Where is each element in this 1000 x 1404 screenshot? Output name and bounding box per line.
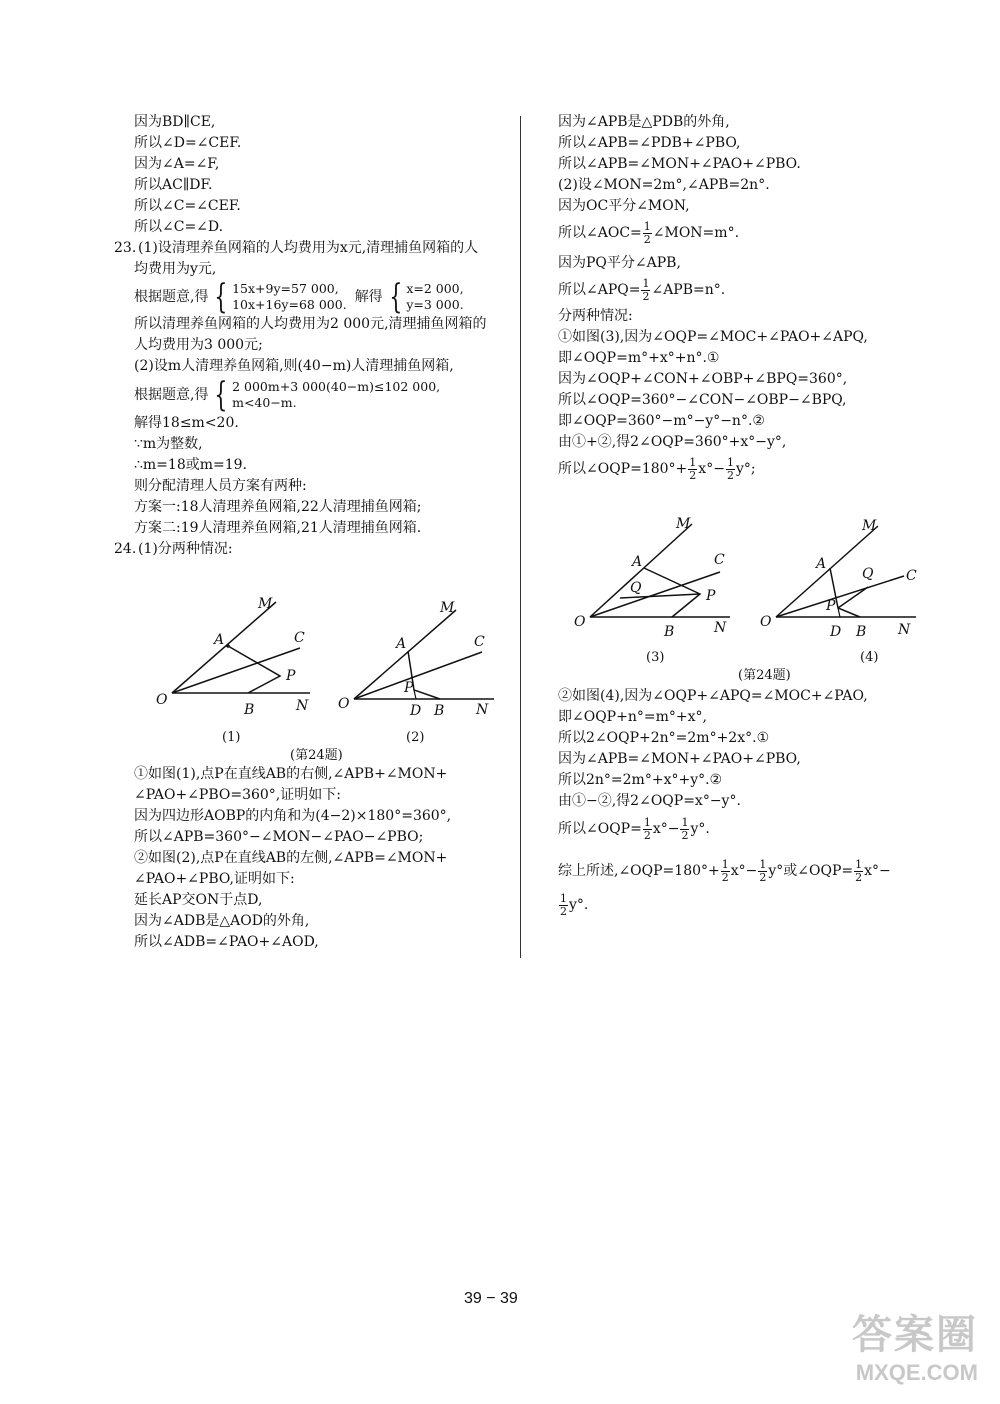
label-M: M — [440, 600, 455, 616]
label-B: B — [434, 703, 445, 719]
text-line: 所以∠C=∠CEF. — [134, 198, 241, 214]
label-Q: Q — [630, 580, 642, 596]
label-M: M — [862, 518, 877, 534]
equation-system: { x=2 000, y=3 000. — [389, 277, 464, 317]
text-line: 人均费用为3 000元; — [134, 337, 263, 353]
text-line: 因为∠A=∠F, — [134, 156, 220, 172]
figure-1 — [150, 590, 330, 720]
fraction: $\frac{1}{2}$ — [689, 455, 697, 482]
equation-system: { 15x+9y=57 000, 10x+16y=68 000. — [214, 277, 347, 317]
question-number: 23. — [114, 240, 137, 256]
fraction: $\frac{1}{2}$ — [759, 857, 767, 884]
label-A: A — [396, 636, 407, 652]
label-N: N — [714, 620, 727, 636]
label-M: M — [676, 516, 691, 532]
text-line: 所以∠APB=∠PDB+∠PBO, — [558, 135, 741, 151]
text-line: 均费用为y元, — [134, 261, 217, 277]
text-line: 解得18≤m<20. — [134, 415, 239, 431]
text-line: 所以∠C=∠D. — [134, 219, 224, 235]
text-line: 所以∠APB=360°−∠MON−∠PAO−∠PBO; — [134, 829, 424, 845]
text-line: 即∠OQP=m°+x°+n°.① — [558, 350, 720, 366]
column-divider — [520, 116, 521, 958]
left-column-continued — [114, 764, 514, 953]
label-C: C — [474, 634, 485, 650]
text-line: 方案二:19人清理养鱼网箱,21人清理捕鱼网箱. — [134, 520, 422, 536]
equation-system: { 2 000m+3 000(40−m)≤102 000, m<40−m. — [214, 375, 441, 415]
figure-caption: (3) — [646, 650, 665, 665]
equation-line: $\frac{1}{2}$ y°. — [560, 891, 589, 918]
label-P: P — [404, 680, 414, 696]
text-line: 因为∠OQP+∠CON+∠OBP+∠BPQ=360°, — [558, 371, 848, 387]
equation-line: 所以∠APQ= $\frac{1}{2}$ ∠APB=n°. — [558, 276, 726, 303]
fraction: $\frac{1}{2}$ — [721, 857, 729, 884]
text-line: 分两种情况: — [558, 308, 633, 324]
question-number: 24. — [114, 541, 137, 557]
equation-line: 所以∠OQP=180°+ $\frac{1}{2}$ x°− $\frac{1}{2}$ y°; — [558, 455, 756, 482]
watermark — [852, 1303, 978, 1386]
label-M: M — [258, 596, 273, 612]
text-line: 因为∠APB=∠MON+∠PAO+∠PBO, — [558, 751, 801, 767]
text-line: ①如图(3),因为∠OQP=∠MOC+∠PAO+∠APQ, — [558, 329, 868, 345]
label-O: O — [338, 696, 350, 712]
label-N: N — [476, 702, 489, 718]
figure-caption: (1) — [222, 730, 241, 745]
figure-title: (第24题) — [290, 748, 343, 763]
watermark-url: MXQE.COM — [855, 1360, 978, 1385]
text-line: 所以2n°=2m°+x°+y°.② — [558, 772, 723, 788]
figure-caption: (2) — [406, 730, 425, 745]
label-B: B — [244, 702, 255, 718]
text-line: ∴m=18或m=19. — [134, 457, 247, 473]
label-D: D — [830, 624, 842, 640]
label-A: A — [632, 554, 643, 570]
figure-4 — [756, 512, 926, 642]
label-O: O — [760, 614, 772, 630]
fraction: $\frac{1}{2}$ — [643, 815, 651, 842]
fraction: $\frac{1}{2}$ — [643, 219, 651, 246]
text-line: (2)设∠MON=2m°,∠APB=2n°. — [558, 177, 770, 193]
label-C: C — [294, 630, 305, 646]
label-O: O — [574, 614, 586, 630]
text-line: ∠PAO+∠PBO,证明如下: — [134, 871, 295, 887]
page-number: 39 − 39 — [464, 1290, 518, 1307]
right-column-continued — [558, 686, 978, 922]
fraction: $\frac{1}{2}$ — [642, 276, 650, 303]
label-N: N — [296, 698, 309, 714]
fraction: $\frac{1}{2}$ — [560, 891, 567, 918]
text-line: ∵m为整数, — [134, 436, 203, 452]
text-line: 延长AP交ON于点D, — [134, 892, 263, 908]
text-line: 由①+②,得2∠OQP=360°+x°−y°, — [558, 434, 787, 450]
label-C: C — [906, 568, 917, 584]
text-line: 所以清理养鱼网箱的人均费用为2 000元,清理捕鱼网箱的 — [134, 316, 487, 332]
label-A: A — [214, 632, 225, 648]
figure-title: (第24题) — [738, 668, 791, 683]
label-B: B — [664, 624, 675, 640]
equation-line: 所以∠AOC= $\frac{1}{2}$ ∠MON=m°. — [558, 219, 740, 246]
text-line: 所以∠ADB=∠PAO+∠AOD, — [134, 934, 319, 950]
equation-line: 综上所述,∠OQP=180°+ $\frac{1}{2}$ x°− $\frac{1}{2}$ y°或∠OQP= $\frac{1}{2}$ x°− — [558, 857, 891, 884]
label-C: C — [714, 552, 725, 568]
fraction: $\frac{1}{2}$ — [855, 857, 863, 884]
figure-caption: (4) — [860, 650, 879, 665]
text-line: 因为∠APB是△PDB的外角, — [558, 114, 730, 130]
text-line: 即∠OQP+n°=m°+x°, — [558, 709, 707, 725]
text-line: 因为BD∥CE, — [134, 114, 216, 130]
text-line: 因为四边形AOBP的内角和为(4−2)×180°=360°, — [134, 808, 452, 824]
watermark-title: 答案圈 — [852, 1312, 978, 1358]
fraction: $\frac{1}{2}$ — [726, 455, 734, 482]
text-line: 所以∠D=∠CEF. — [134, 135, 242, 151]
figure-3 — [570, 512, 740, 642]
equation-system-line: 根据题意,得 { 2 000m+3 000(40−m)≤102 000, m<40−m. — [134, 375, 441, 415]
label-Q: Q — [862, 566, 874, 582]
fraction: $\frac{1}{2}$ — [681, 815, 689, 842]
left-column — [114, 112, 514, 560]
label-B: B — [856, 624, 867, 640]
text-line: 所以2∠OQP+2n°=2m°+2x°.① — [558, 730, 770, 746]
text-line: 因为∠ADB是△AOD的外角, — [134, 913, 310, 929]
label-P: P — [826, 598, 836, 614]
text-line: 由①−②,得2∠OQP=x°−y°. — [558, 793, 741, 809]
label-N: N — [898, 622, 911, 638]
text-line: 所以AC∥DF. — [134, 177, 213, 193]
text-line: 所以∠OQP=360°−∠CON−∠OBP−∠BPQ, — [558, 392, 847, 408]
label-O: O — [156, 692, 168, 708]
label-A: A — [816, 556, 827, 572]
right-column — [558, 112, 958, 485]
text-line: 因为OC平分∠MON, — [558, 198, 690, 214]
equation-line: 所以∠OQP= $\frac{1}{2}$ x°− $\frac{1}{2}$ y°. — [558, 815, 710, 842]
text-line: ②如图(4),因为∠OQP+∠APQ=∠MOC+∠PAO, — [558, 688, 868, 704]
question-24-line: 24. (1)分两种情况: — [114, 539, 514, 560]
equation-system-line: 根据题意,得 { 15x+9y=57 000, 10x+16y=68 000. 解得 { x=2 000, y=3 000. — [134, 277, 464, 317]
question-23-line: 23. (1)设清理养鱼网箱的人均费用为x元,清理捕鱼网箱的人 — [114, 238, 514, 259]
text-line: ①如图(1),点P在直线AB的右侧,∠APB+∠MON+ — [134, 766, 448, 782]
text-line: (2)设m人清理养鱼网箱,则(40−m)人清理捕鱼网箱, — [134, 358, 454, 374]
text-line: 因为PQ平分∠APB, — [558, 255, 681, 271]
label-P: P — [286, 668, 296, 684]
label-P: P — [706, 588, 716, 604]
text-line: 所以∠APB=∠MON+∠PAO+∠PBO. — [558, 156, 801, 172]
text-line: 方案一:18人清理养鱼网箱,22人清理捕鱼网箱; — [134, 499, 422, 515]
text-line: 则分配清理人员方案有两种: — [134, 478, 307, 494]
text-line: ②如图(2),点P在直线AB的左侧,∠APB=∠MON+ — [134, 850, 448, 866]
text-line: 即∠OQP=360°−m°−y°−n°.② — [558, 413, 765, 429]
label-D: D — [410, 703, 422, 719]
figure-2 — [334, 594, 504, 724]
text-line: ∠PAO+∠PBO=360°,证明如下: — [134, 787, 341, 803]
